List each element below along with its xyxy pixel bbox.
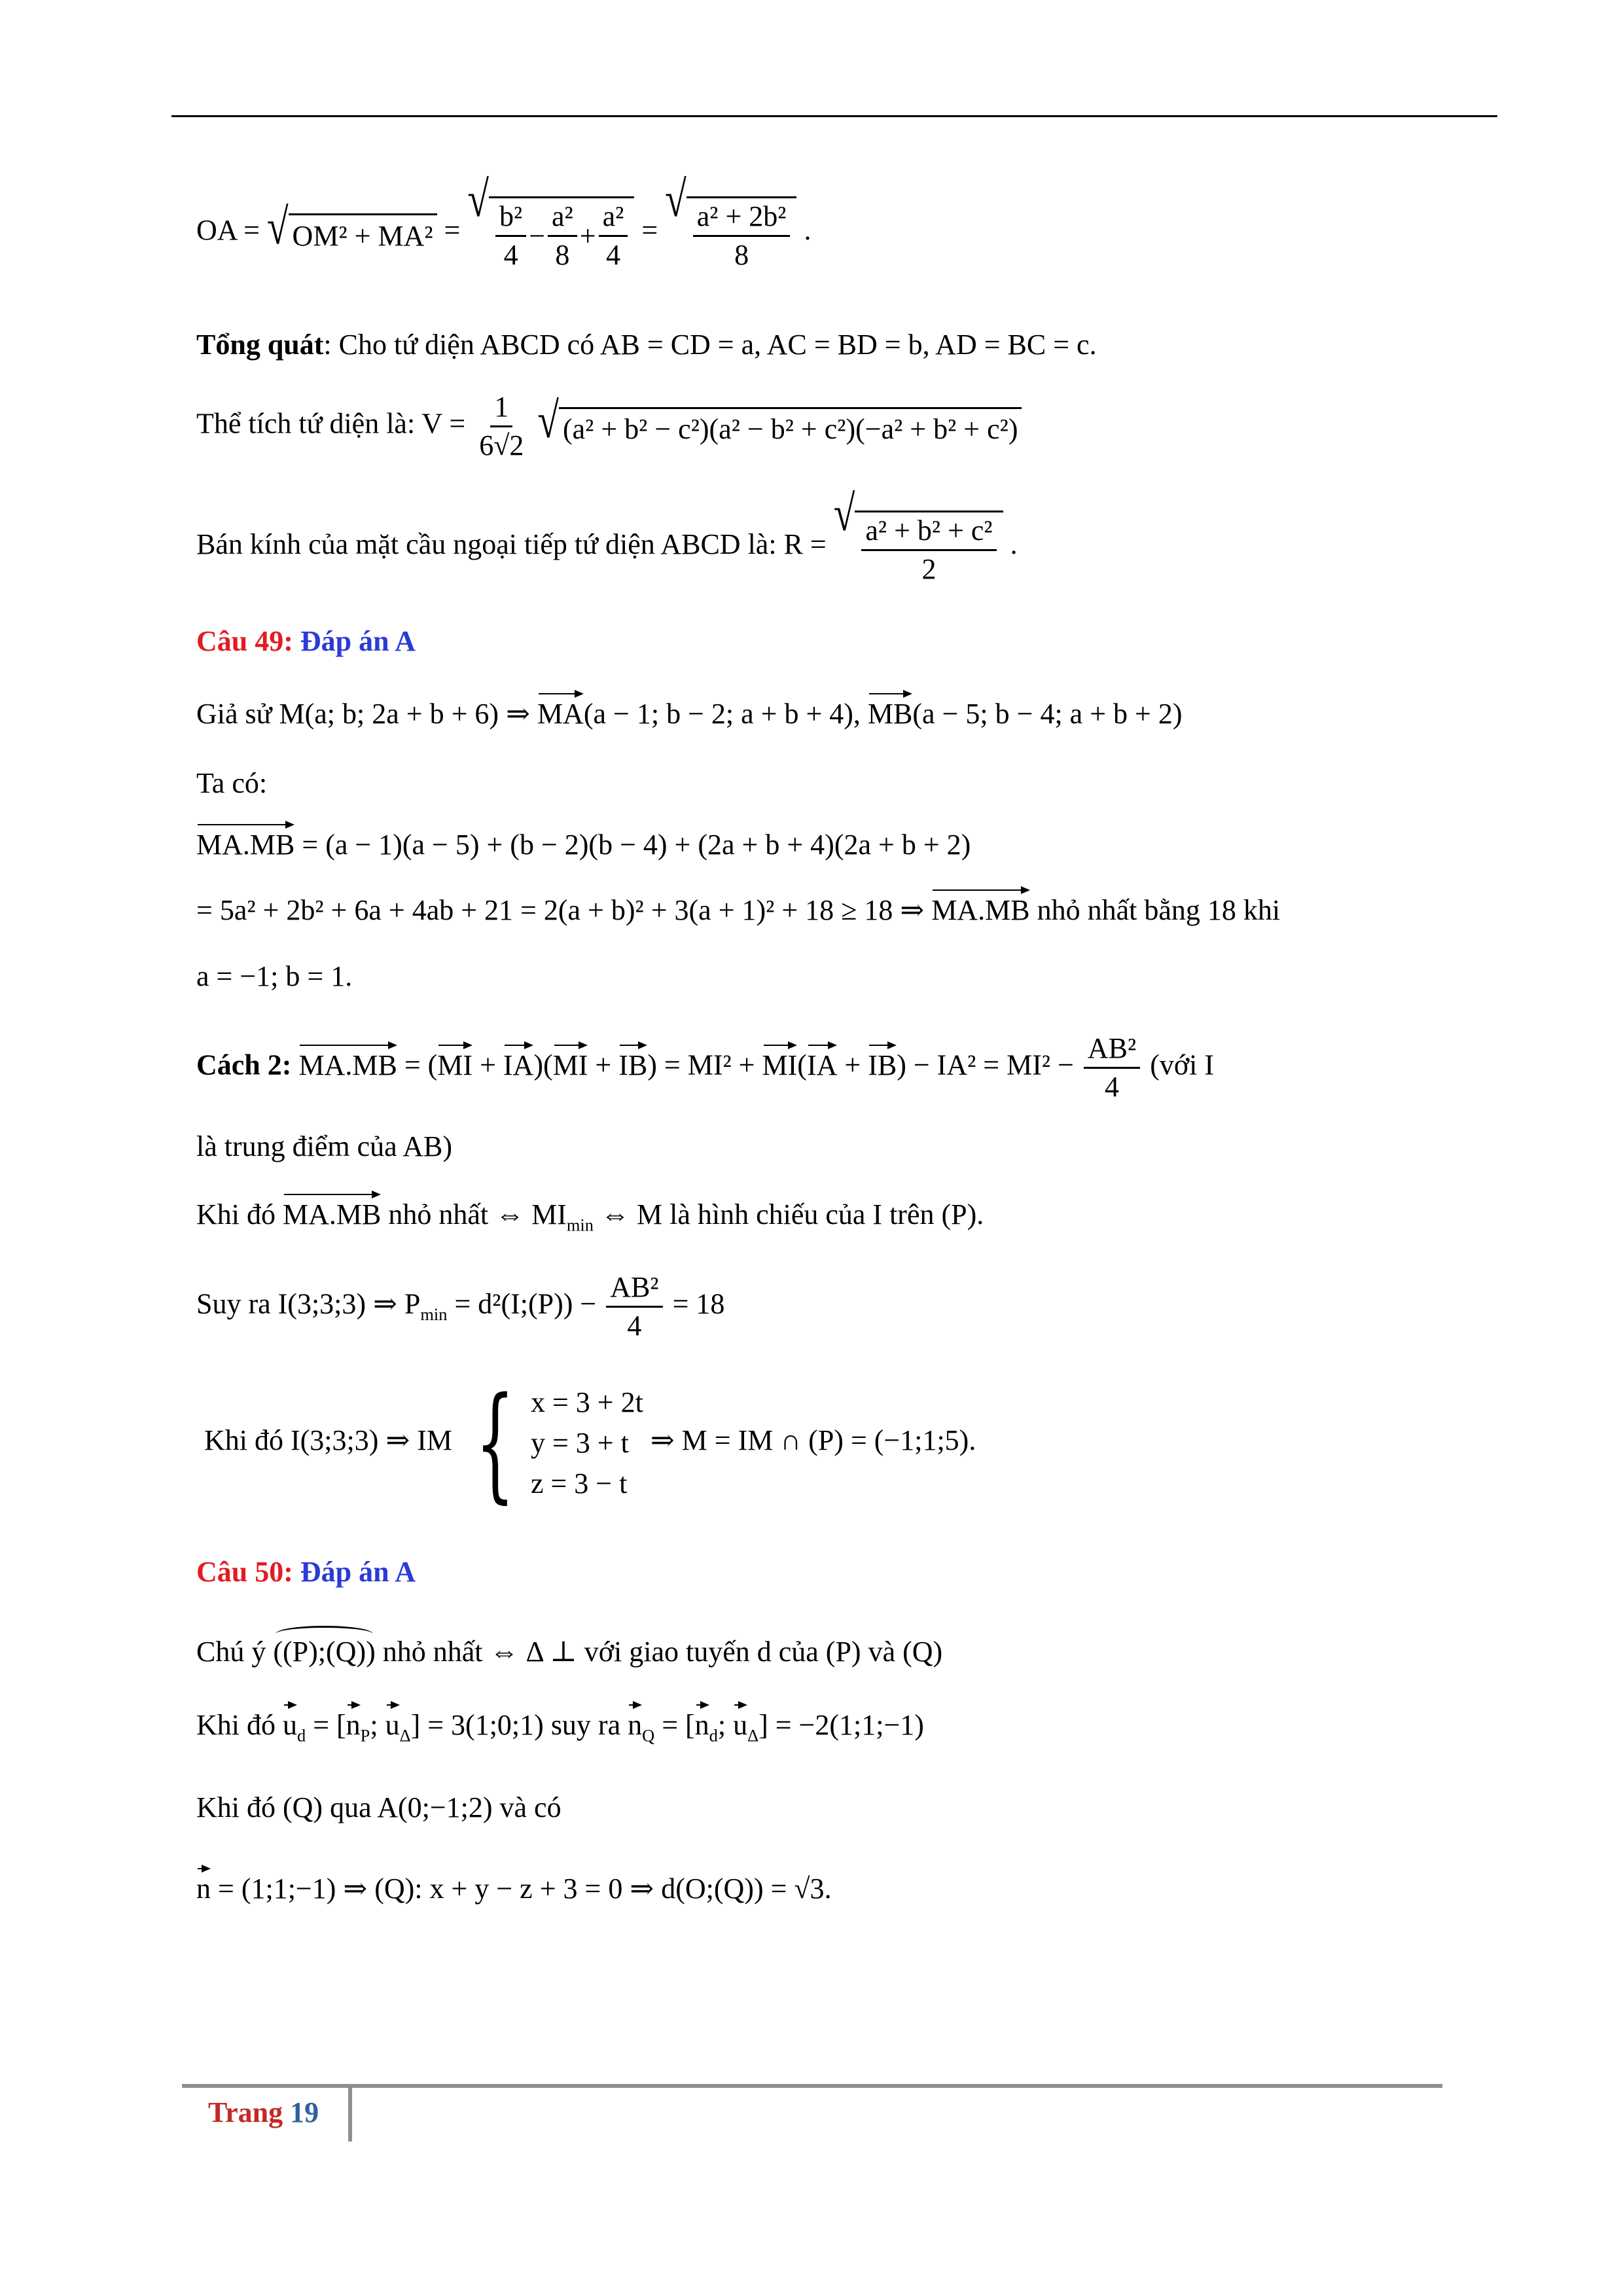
q50-line2: Khi đó $u_d = [n_P$; $u_\Delta$] = 3(1;0;1) suy ra $n_Q = [n_d$; $u_\Delta$] = −2(1;1;−1) [196, 1702, 924, 1740]
q50-chuy: Chú ý ((P);(Q)) nhỏ nhất ⇔ Δ ⊥ với giao tuyến d của (P) và (Q) [196, 1623, 942, 1666]
sqrt-om-ma: √ OM² + MA² [267, 213, 437, 252]
q49-taco: Ta có: [196, 767, 268, 799]
q49-cach2: Cách 2: MA.MB = (MI + IA)(MI + IB) = MI² + MI(IA + IB) − IA² = MI² − $\frac{\text{AB²}}{4}$ (với I [196, 1032, 1215, 1103]
top-rule [171, 115, 1497, 117]
sqrt-sum: √ $\frac{\text{b²}}{4}$ − $\frac{\text{a²}}{8}$ + $\frac{\text{a²}}{4}$ [467, 196, 634, 270]
general-statement: Tổng quát: Cho tứ diện ABCD có AB = CD = a, AC = BD = b, AD = BC = c. [196, 329, 1097, 361]
volume-formula: Thể tích tứ diện là: V = $\frac{1}{6√2}$ √ (a² + b² − c²)(a² − b² + c²)(−a² + b² + c²) [196, 393, 1022, 460]
footer-divider [348, 2084, 352, 2142]
radius-formula: Bán kính của mặt cầu ngoại tiếp tứ diện ABCD là: R = √ $\frac{\text{a² + b² + c²}}{2}$ . [196, 485, 1018, 585]
footer-rule [182, 2084, 1442, 2088]
oa-formula: OA = √ OM² + MA² = √ $\frac{\text{b²}}{4}$ − $\frac{\text{a²}}{8}$ + $\frac{\text{a²}}{4}$ = √ $\frac{\text{a² + 2b²}}{8}$ . [196, 171, 812, 271]
q49-system: Khi đó I(3;3;3) ⇒ IM { x = 3 + 2t y = 3 + t z = 3 − t ⇒ M = IM ∩ (P) = (−1;1;5). [204, 1371, 976, 1515]
q50-line4: n = (1;1;−1) ⇒ (Q): x + y − z + 3 = 0 ⇒ d(O;(Q)) = √3. [196, 1865, 832, 1903]
q49-line2: = 5a² + 2b² + 6a + 4ab + 21 = 2(a + b)² + 3(a + 1)² + 18 ≥ 18 ⇒ MA.MB nhỏ nhất bằng 18 khi [196, 887, 1280, 925]
q49-line1: MA.MB = (a − 1)(a − 5) + (b − 2)(b − 4) + (2a + b + 4)(2a + b + 2) [196, 821, 971, 859]
q49-suyra: Suy ra I(3;3;3) ⇒ $P_{min}$ = d²(I;(P)) − $\frac{\text{AB²}}{4}$ = 18 [196, 1271, 725, 1342]
question-50-heading: Câu 50: Đáp án A [196, 1556, 416, 1588]
sqrt-result: √ $\frac{\text{a² + 2b²}}{8}$ [665, 196, 796, 270]
q50-line3: Khi đó (Q) qua A(0;−1;2) và có [196, 1791, 562, 1823]
page-label: Trang [208, 2096, 283, 2128]
question-49-heading: Câu 49: Đáp án A [196, 625, 416, 657]
q49-khido: Khi đó MA.MB nhỏ nhất ⇔ $MI_{min}$ ⇔ M là hình chiếu của I trên (P). [196, 1191, 984, 1229]
page-number: 19 [290, 2096, 319, 2128]
page-footer [208, 2096, 319, 2129]
q49-assume: Giả sử M(a; b; 2a + b + 6) ⇒ MA(a − 1; b − 2; a + b + 4), MB(a − 5; b − 4; a + b + 2) [196, 691, 1182, 728]
q49-cach2-line2: là trung điểm của AB) [196, 1130, 453, 1162]
q49-line3: a = −1; b = 1. [196, 960, 353, 992]
